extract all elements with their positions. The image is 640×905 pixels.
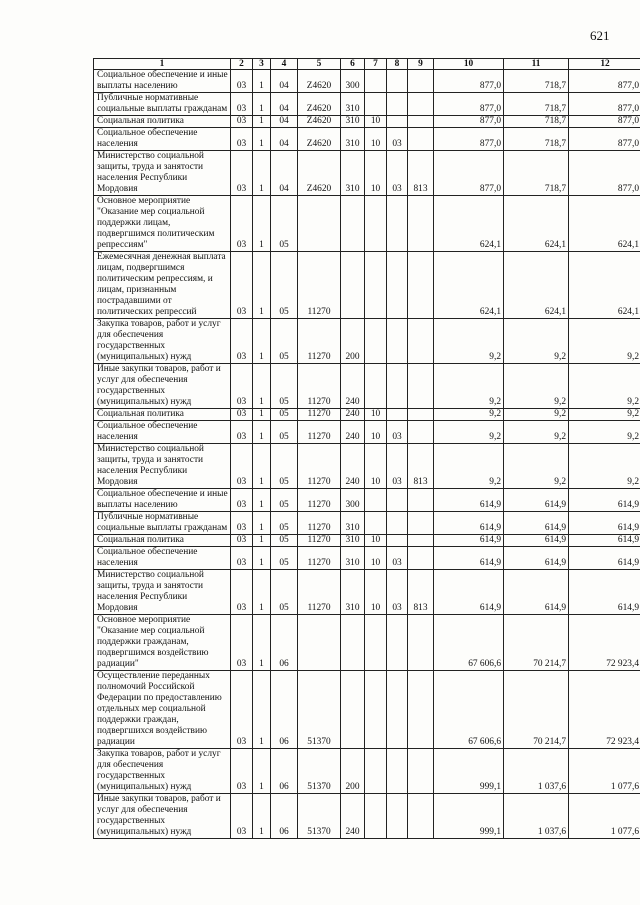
amount-cell: 9,2 (569, 421, 640, 444)
code-cell (365, 512, 387, 535)
row-name-cell: Социальное обеспечение и иные выплаты населению (94, 489, 231, 512)
code-cell (387, 535, 408, 547)
page-number: 621 (590, 28, 610, 43)
code-cell: 10 (365, 116, 387, 128)
header-cell: 10 (434, 59, 504, 70)
code-cell (408, 128, 434, 151)
code-cell: Z4620 (298, 116, 341, 128)
amount-cell: 9,2 (434, 444, 504, 489)
code-cell (365, 671, 387, 749)
row-name-cell: Социальное обеспечение населения (94, 421, 231, 444)
amount-cell: 614,9 (504, 489, 569, 512)
amount-cell: 718,7 (504, 93, 569, 116)
amount-cell: 614,9 (569, 512, 640, 535)
code-cell: 1 (253, 70, 271, 93)
table-row (94, 547, 640, 570)
code-cell: 06 (271, 671, 298, 749)
code-cell: 240 (341, 794, 365, 839)
code-cell (365, 364, 387, 409)
amount-cell: 624,1 (569, 196, 640, 252)
code-cell: 11270 (298, 409, 341, 421)
code-cell (365, 196, 387, 252)
code-cell (408, 512, 434, 535)
header-cell: 1 (94, 59, 231, 70)
amount-cell: 614,9 (434, 547, 504, 570)
code-cell: 03 (231, 444, 253, 489)
amount-cell: 877,0 (434, 151, 504, 196)
code-cell (408, 70, 434, 93)
row-name-cell: Министерство социальной защиты, труда и занятости населения Республики Мордовия (94, 570, 231, 615)
code-cell (408, 116, 434, 128)
code-cell: 310 (341, 570, 365, 615)
code-cell: 1 (253, 547, 271, 570)
code-cell: 05 (271, 512, 298, 535)
amount-cell: 614,9 (434, 512, 504, 535)
code-cell: 03 (231, 794, 253, 839)
table-row (94, 615, 640, 671)
header-cell: 2 (231, 59, 253, 70)
code-cell: 310 (341, 547, 365, 570)
code-cell (341, 252, 365, 319)
code-cell: 05 (271, 570, 298, 615)
code-cell: 1 (253, 93, 271, 116)
amount-cell: 9,2 (504, 421, 569, 444)
row-name-cell: Осуществление переданных полномочий Российской Федерации по предоставлению отдельных мер социальной поддержки граждан, подвергшихся воздействию радиации (94, 671, 231, 749)
amount-cell: 624,1 (434, 252, 504, 319)
row-name-cell: Основное мероприятие "Оказание мер социальной поддержки гражданам, подвергшимся воздействию радиации" (94, 615, 231, 671)
code-cell: 06 (271, 794, 298, 839)
header-cell: 3 (253, 59, 271, 70)
code-cell: 10 (365, 151, 387, 196)
code-cell: 03 (231, 319, 253, 364)
code-cell (387, 196, 408, 252)
code-cell: Z4620 (298, 128, 341, 151)
code-cell: 03 (231, 547, 253, 570)
code-cell (365, 70, 387, 93)
amount-cell: 718,7 (504, 116, 569, 128)
code-cell: 1 (253, 535, 271, 547)
code-cell: 11270 (298, 444, 341, 489)
code-cell: 11270 (298, 570, 341, 615)
code-cell (408, 671, 434, 749)
code-cell: 813 (408, 570, 434, 615)
amount-cell: 614,9 (569, 489, 640, 512)
code-cell: 03 (231, 128, 253, 151)
amount-cell: 9,2 (434, 421, 504, 444)
code-cell: 03 (387, 128, 408, 151)
code-cell: 03 (231, 409, 253, 421)
code-cell: 05 (271, 252, 298, 319)
amount-cell: 624,1 (504, 252, 569, 319)
amount-cell: 9,2 (504, 444, 569, 489)
code-cell: 813 (408, 444, 434, 489)
code-cell: 1 (253, 512, 271, 535)
row-name-cell: Социальное обеспечение населения (94, 128, 231, 151)
code-cell: 03 (231, 615, 253, 671)
code-cell: 1 (253, 794, 271, 839)
code-cell: 03 (231, 749, 253, 794)
code-cell: 1 (253, 421, 271, 444)
amount-cell: 9,2 (569, 409, 640, 421)
code-cell (298, 615, 341, 671)
code-cell: 03 (387, 547, 408, 570)
table-row (94, 196, 640, 252)
code-cell (365, 93, 387, 116)
code-cell: 51370 (298, 749, 341, 794)
table-body (94, 70, 640, 839)
code-cell (387, 489, 408, 512)
code-cell: 1 (253, 444, 271, 489)
code-cell: 1 (253, 570, 271, 615)
code-cell: 03 (231, 364, 253, 409)
code-cell: 11270 (298, 535, 341, 547)
row-name-cell: Публичные нормативные социальные выплаты гражданам (94, 93, 231, 116)
code-cell: 240 (341, 409, 365, 421)
amount-cell: 614,9 (434, 489, 504, 512)
amount-cell: 9,2 (504, 364, 569, 409)
code-cell: 03 (231, 671, 253, 749)
row-name-cell: Закупка товаров, работ и услуг для обеспечения государственных (муниципальных) нужд (94, 319, 231, 364)
amount-cell: 877,0 (434, 128, 504, 151)
code-cell: 51370 (298, 794, 341, 839)
code-cell (387, 409, 408, 421)
code-cell: 310 (341, 128, 365, 151)
amount-cell: 614,9 (504, 512, 569, 535)
code-cell: Z4620 (298, 151, 341, 196)
code-cell: 310 (341, 151, 365, 196)
code-cell: 1 (253, 489, 271, 512)
code-cell (408, 196, 434, 252)
amount-cell: 9,2 (434, 364, 504, 409)
code-cell: 240 (341, 444, 365, 489)
header-row (94, 59, 640, 70)
code-cell: 05 (271, 444, 298, 489)
row-name-cell: Социальное обеспечение населения (94, 547, 231, 570)
code-cell (408, 749, 434, 794)
code-cell: 813 (408, 151, 434, 196)
row-name-cell: Основное мероприятие "Оказание мер социальной поддержки лицам, подвергшимся политическим репрессиям" (94, 196, 231, 252)
code-cell: 04 (271, 151, 298, 196)
table-row (94, 794, 640, 839)
amount-cell: 9,2 (434, 319, 504, 364)
amount-cell: 614,9 (569, 535, 640, 547)
code-cell: 03 (231, 116, 253, 128)
budget-table (93, 58, 640, 839)
code-cell: 240 (341, 421, 365, 444)
code-cell (365, 252, 387, 319)
code-cell (365, 749, 387, 794)
code-cell: 1 (253, 116, 271, 128)
code-cell (387, 615, 408, 671)
code-cell (387, 671, 408, 749)
code-cell (387, 364, 408, 409)
code-cell (408, 252, 434, 319)
code-cell: 10 (365, 570, 387, 615)
header-cell: 12 (569, 59, 640, 70)
code-cell: 310 (341, 116, 365, 128)
code-cell: 1 (253, 252, 271, 319)
amount-cell: 624,1 (504, 196, 569, 252)
table-row (94, 570, 640, 615)
header-cell: 4 (271, 59, 298, 70)
code-cell: 03 (231, 93, 253, 116)
code-cell: 300 (341, 70, 365, 93)
amount-cell: 67 606,6 (434, 671, 504, 749)
amount-cell: 9,2 (504, 409, 569, 421)
code-cell: 11270 (298, 364, 341, 409)
code-cell: 03 (387, 421, 408, 444)
code-cell: 03 (231, 196, 253, 252)
code-cell: 1 (253, 364, 271, 409)
amount-cell: 72 923,4 (569, 671, 640, 749)
code-cell (408, 364, 434, 409)
code-cell: 1 (253, 749, 271, 794)
amount-cell: 718,7 (504, 128, 569, 151)
amount-cell: 614,9 (569, 547, 640, 570)
code-cell: 04 (271, 128, 298, 151)
amount-cell: 877,0 (569, 128, 640, 151)
amount-cell: 9,2 (569, 444, 640, 489)
header-cell: 11 (504, 59, 569, 70)
code-cell: 04 (271, 70, 298, 93)
code-cell: 310 (341, 535, 365, 547)
code-cell (387, 70, 408, 93)
code-cell: 03 (231, 512, 253, 535)
amount-cell: 624,1 (434, 196, 504, 252)
code-cell: 03 (231, 70, 253, 93)
code-cell (341, 196, 365, 252)
row-name-cell: Социальная политика (94, 409, 231, 421)
code-cell: 11270 (298, 252, 341, 319)
amount-cell: 718,7 (504, 151, 569, 196)
code-cell (408, 421, 434, 444)
code-cell (408, 319, 434, 364)
row-name-cell: Публичные нормативные социальные выплаты гражданам (94, 512, 231, 535)
amount-cell: 877,0 (569, 70, 640, 93)
row-name-cell: Ежемесячная денежная выплата лицам, подвергшимся политическим репрессиям, и лицам, признанным пострадавшими от политических репрессий (94, 252, 231, 319)
code-cell: 04 (271, 93, 298, 116)
table-row (94, 671, 640, 749)
amount-cell: 1 037,6 (504, 794, 569, 839)
code-cell: 05 (271, 409, 298, 421)
code-cell: 300 (341, 489, 365, 512)
code-cell (408, 794, 434, 839)
code-cell: 10 (365, 535, 387, 547)
code-cell: 05 (271, 364, 298, 409)
code-cell: 310 (341, 512, 365, 535)
code-cell: 11270 (298, 547, 341, 570)
amount-cell: 877,0 (569, 116, 640, 128)
amount-cell: 9,2 (569, 319, 640, 364)
table-row (94, 444, 640, 489)
code-cell: 03 (231, 421, 253, 444)
code-cell: 03 (231, 151, 253, 196)
amount-cell: 614,9 (504, 535, 569, 547)
code-cell (387, 512, 408, 535)
header-cell: 5 (298, 59, 341, 70)
amount-cell: 614,9 (504, 570, 569, 615)
header-cell: 7 (365, 59, 387, 70)
amount-cell: 70 214,7 (504, 615, 569, 671)
table-row (94, 151, 640, 196)
amount-cell: 877,0 (434, 116, 504, 128)
amount-cell: 718,7 (504, 70, 569, 93)
code-cell: 03 (231, 252, 253, 319)
code-cell (408, 547, 434, 570)
table-row (94, 512, 640, 535)
code-cell: 1 (253, 671, 271, 749)
table-row (94, 409, 640, 421)
table-row (94, 364, 640, 409)
row-name-cell: Социальная политика (94, 116, 231, 128)
amount-cell: 877,0 (434, 70, 504, 93)
amount-cell: 614,9 (569, 570, 640, 615)
row-name-cell: Социальное обеспечение и иные выплаты населению (94, 70, 231, 93)
code-cell (387, 252, 408, 319)
amount-cell: 614,9 (504, 547, 569, 570)
amount-cell: 999,1 (434, 794, 504, 839)
table-row (94, 319, 640, 364)
code-cell: 05 (271, 319, 298, 364)
code-cell (365, 794, 387, 839)
code-cell: 06 (271, 615, 298, 671)
code-cell: 200 (341, 319, 365, 364)
table-row (94, 252, 640, 319)
row-name-cell: Министерство социальной защиты, труда и занятости населения Республики Мордовия (94, 444, 231, 489)
code-cell: 1 (253, 615, 271, 671)
code-cell: Z4620 (298, 70, 341, 93)
code-cell: 1 (253, 319, 271, 364)
header-cell: 9 (408, 59, 434, 70)
code-cell: 11270 (298, 512, 341, 535)
code-cell: 05 (271, 421, 298, 444)
code-cell: 03 (387, 151, 408, 196)
table-row (94, 749, 640, 794)
amount-cell: 72 923,4 (569, 615, 640, 671)
amount-cell: 1 077,6 (569, 749, 640, 794)
code-cell (408, 489, 434, 512)
code-cell (298, 196, 341, 252)
code-cell (387, 749, 408, 794)
code-cell (387, 794, 408, 839)
code-cell: 05 (271, 196, 298, 252)
code-cell: 10 (365, 421, 387, 444)
header-cell: 8 (387, 59, 408, 70)
code-cell: 1 (253, 196, 271, 252)
code-cell (341, 671, 365, 749)
code-cell (408, 535, 434, 547)
code-cell: 51370 (298, 671, 341, 749)
code-cell: 05 (271, 535, 298, 547)
code-cell: 310 (341, 93, 365, 116)
code-cell: 1 (253, 128, 271, 151)
amount-cell: 67 606,6 (434, 615, 504, 671)
code-cell (387, 93, 408, 116)
header-cell: 6 (341, 59, 365, 70)
code-cell: 04 (271, 116, 298, 128)
code-cell: 03 (231, 535, 253, 547)
code-cell: 200 (341, 749, 365, 794)
code-cell: 03 (231, 570, 253, 615)
amount-cell: 614,9 (434, 570, 504, 615)
code-cell: 1 (253, 151, 271, 196)
amount-cell: 877,0 (434, 93, 504, 116)
code-cell (341, 615, 365, 671)
code-cell (365, 319, 387, 364)
code-cell: 11270 (298, 319, 341, 364)
amount-cell: 877,0 (569, 151, 640, 196)
code-cell (387, 116, 408, 128)
code-cell: 05 (271, 489, 298, 512)
code-cell: 10 (365, 444, 387, 489)
amount-cell: 999,1 (434, 749, 504, 794)
code-cell: 11270 (298, 489, 341, 512)
row-name-cell: Министерство социальной защиты, труда и занятости населения Республики Мордовия (94, 151, 231, 196)
code-cell: 240 (341, 364, 365, 409)
code-cell: 10 (365, 409, 387, 421)
code-cell: 1 (253, 409, 271, 421)
amount-cell: 624,1 (569, 252, 640, 319)
table-row (94, 93, 640, 116)
row-name-cell: Иные закупки товаров, работ и услуг для обеспечения государственных (муниципальных) нужд (94, 364, 231, 409)
code-cell: 03 (387, 570, 408, 615)
code-cell: 11270 (298, 421, 341, 444)
code-cell (365, 615, 387, 671)
row-name-cell: Социальная политика (94, 535, 231, 547)
code-cell: Z4620 (298, 93, 341, 116)
code-cell: 10 (365, 547, 387, 570)
row-name-cell: Иные закупки товаров, работ и услуг для обеспечения государственных (муниципальных) нужд (94, 794, 231, 839)
code-cell: 06 (271, 749, 298, 794)
code-cell: 05 (271, 547, 298, 570)
code-cell: 10 (365, 128, 387, 151)
code-cell (365, 489, 387, 512)
amount-cell: 9,2 (504, 319, 569, 364)
code-cell (408, 93, 434, 116)
row-name-cell: Закупка товаров, работ и услуг для обеспечения государственных (муниципальных) нужд (94, 749, 231, 794)
amount-cell: 614,9 (434, 535, 504, 547)
amount-cell: 1 037,6 (504, 749, 569, 794)
amount-cell: 1 077,6 (569, 794, 640, 839)
table-row (94, 489, 640, 512)
amount-cell: 877,0 (569, 93, 640, 116)
code-cell: 03 (387, 444, 408, 489)
table-row (94, 421, 640, 444)
code-cell (408, 615, 434, 671)
table-row (94, 128, 640, 151)
code-cell: 03 (231, 489, 253, 512)
amount-cell: 70 214,7 (504, 671, 569, 749)
code-cell (408, 409, 434, 421)
table-row (94, 116, 640, 128)
amount-cell: 9,2 (434, 409, 504, 421)
table-row (94, 535, 640, 547)
table-row (94, 70, 640, 93)
amount-cell: 9,2 (569, 364, 640, 409)
code-cell (387, 319, 408, 364)
